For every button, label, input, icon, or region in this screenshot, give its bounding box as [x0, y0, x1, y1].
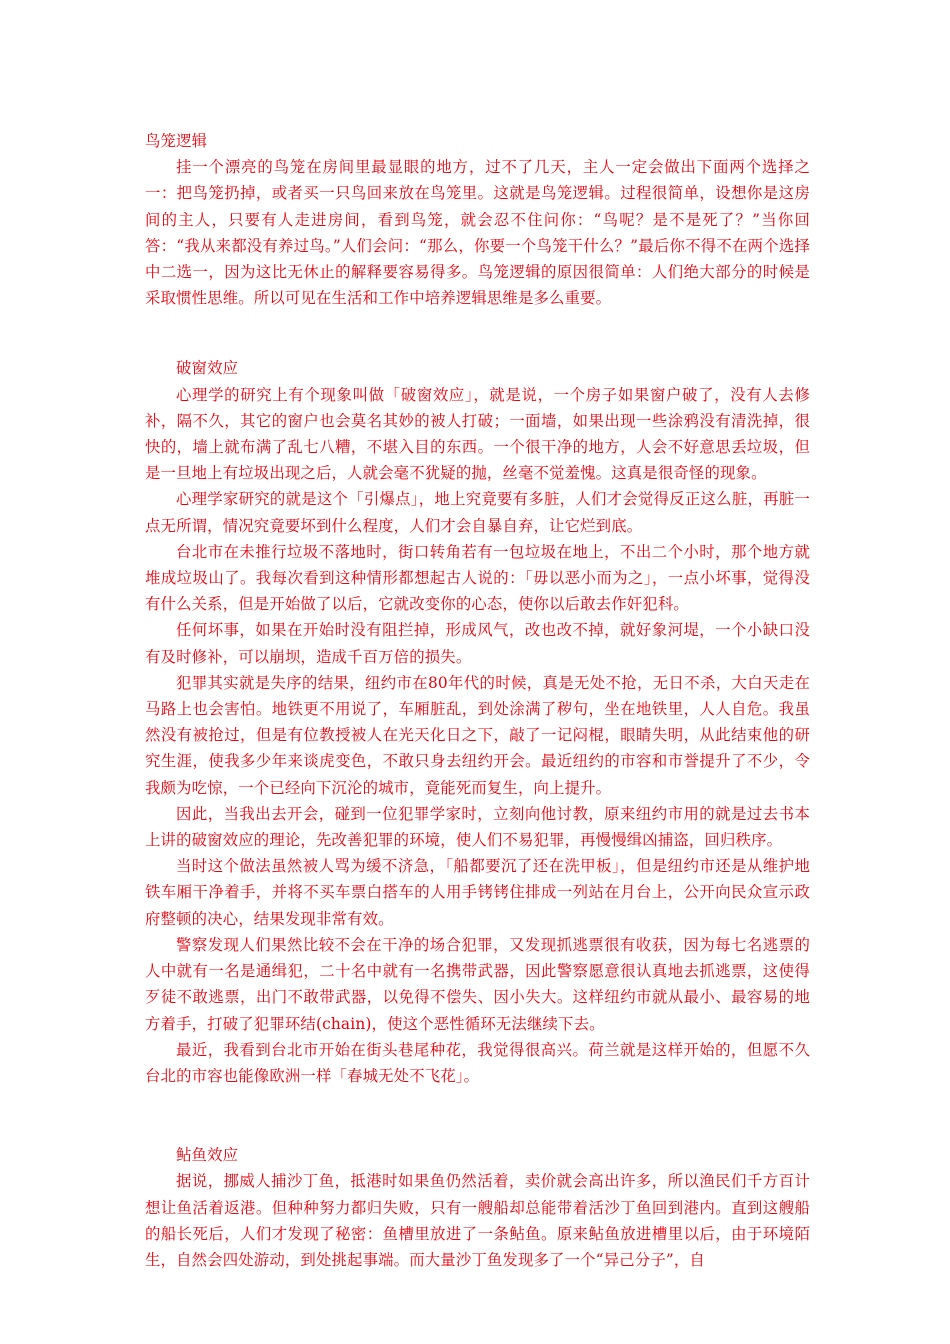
- paragraph: 心理学的研究上有个现象叫做「破窗效应」，就是说，一个房子如果窗户破了，没有人去修补，隔不久，其它的窗户也会莫名其妙的被人打破；一面墙，如果出现一些涂鸦没有清洗掉，很快的，墙上就布满了乱七八糟，不堪入目的东西。一个很干净的地方，人会不好意思丢垃圾，但是一旦地上有垃圾出现之后，人就会毫不犹疑的抛，丝毫不觉羞愧。这真是很奇怪的现象。: [145, 385, 810, 483]
- paragraph: 当时这个做法虽然被人骂为缓不济急，「船都要沉了还在洗甲板」，但是纽约市还是从维护地铁车厢干净着手，并将不买车票白搭车的人用手铐铐住排成一列站在月台上，公开向民众宣示政府整顿的决心，结果发现非常有效。: [145, 857, 810, 928]
- paragraph: 因此，当我出去开会，碰到一位犯罪学家时，立刻向他讨教，原来纽约市用的就是过去书本上讲的破窗效应的理论，先改善犯罪的环境，使人们不易犯罪，再慢慢缉凶捕盗，回归秩序。: [145, 804, 810, 850]
- paragraph: 任何坏事，如果在开始时没有阻拦掉，形成风气，改也改不掉，就好象河堤，一个小缺口没有及时修补，可以崩坝，造成千百万倍的损失。: [145, 621, 810, 666]
- paragraph: 警察发现人们果然比较不会在干净的场合犯罪，又发现抓逃票很有收获，因为每七名逃票的人中就有一名是通缉犯，二十名中就有一名携带武器，因此警察愿意很认真地去抓逃票，这使得歹徒不敢逃票，出门不敢带武器，以免得不偿失、因小失大。这样纽约市就从最小、最容易的地方着手，打破了犯罪环结(chain)，使这个恶性循环无法继续下去。: [145, 935, 810, 1033]
- paragraph: 台北市在未推行垃圾不落地时，街口转角若有一包垃圾在地上，不出二个小时，那个地方就堆成垃圾山了。我每次看到这种情形都想起古人说的：「毋以恶小而为之」，一点小坏事，觉得没有什么关系，但是开始做了以后，它就改变你的心态，使你以后敢去作奸犯科。: [145, 542, 810, 614]
- paragraph: 挂一个漂亮的鸟笼在房间里最显眼的地方，过不了几天，主人一定会做出下面两个选择之一：把鸟笼扔掉，或者买一只鸟回来放在鸟笼里。这就是鸟笼逻辑。过程很简单，设想你是这房间的主人，只要有人走进房间，看到鸟笼，就会忍不住问你：“鸟呢？是不是死了？”当你回答：“我从来都没有养过鸟。”人们会问：“那么，你要一个鸟笼干什么？”最后你不得不在两个选择中二选一，因为这比无休止的解释要容易得多。鸟笼逻辑的原因很简单：人们绝大部分的时候是采取惯性思维。所以可见在生活和工作中培养逻辑思维是多么重要。: [145, 158, 810, 308]
- section-catfish-effect: [145, 1142, 810, 1273]
- section-broken-window-effect: [145, 355, 810, 1089]
- section-title: 鲇鱼效应: [176, 1146, 239, 1165]
- paragraph: 心理学家研究的就是这个「引爆点」，地上究竟要有多脏，人们才会觉得反正这么脏，再脏一点无所谓，情况究竟要坏到什么程度，人们才会自暴自弃，让它烂到底。: [145, 490, 810, 535]
- paragraph: 据说，挪威人捕沙丁鱼，抵港时如果鱼仍然活着，卖价就会高出许多，所以渔民们千方百计想让鱼活着返港。但种种努力都归失败，只有一艘船却总能带着活沙丁鱼回到港内。直到这艘船的船长死后，人们才发现了秘密：鱼槽里放进了一条鲇鱼。原来鲇鱼放进槽里以后，由于环境陌生，自然会四处游动，到处挑起事端。而大量沙丁鱼发现多了一个“异己分子”，自: [145, 1172, 810, 1269]
- section-gap: [145, 311, 810, 355]
- section-bird-cage-logic: [145, 128, 810, 311]
- paragraph: 犯罪其实就是失序的结果，纽约市在80年代的时候，真是无处不抢，无日不杀，大白天走在马路上也会害怕。地铁更不用说了，车厢脏乱，到处涂满了秽句，坐在地铁里，人人自危。我虽然没有被抢过，但是有位教授被人在光天化日之下，敲了一记闷棍，眼睛失明，从此结束他的研究生涯，使我多少年来谈虎变色，不敢只身去纽约开会。最近纽约的市容和市誉提升了不少，令我颇为吃惊，一个已经向下沉沦的城市，竟能死而复生，向上提升。: [145, 673, 810, 797]
- section-title: 破窗效应: [176, 359, 239, 378]
- paragraph: 最近，我看到台北市开始在街头巷尾种花，我觉得很高兴。荷兰就是这样开始的，但愿不久台北的市容也能像欧洲一样「春城无处不飞花」。: [145, 1040, 810, 1085]
- document-body: [145, 128, 810, 1273]
- section-gap: [145, 1089, 810, 1142]
- section-title: 鸟笼逻辑: [145, 132, 208, 150]
